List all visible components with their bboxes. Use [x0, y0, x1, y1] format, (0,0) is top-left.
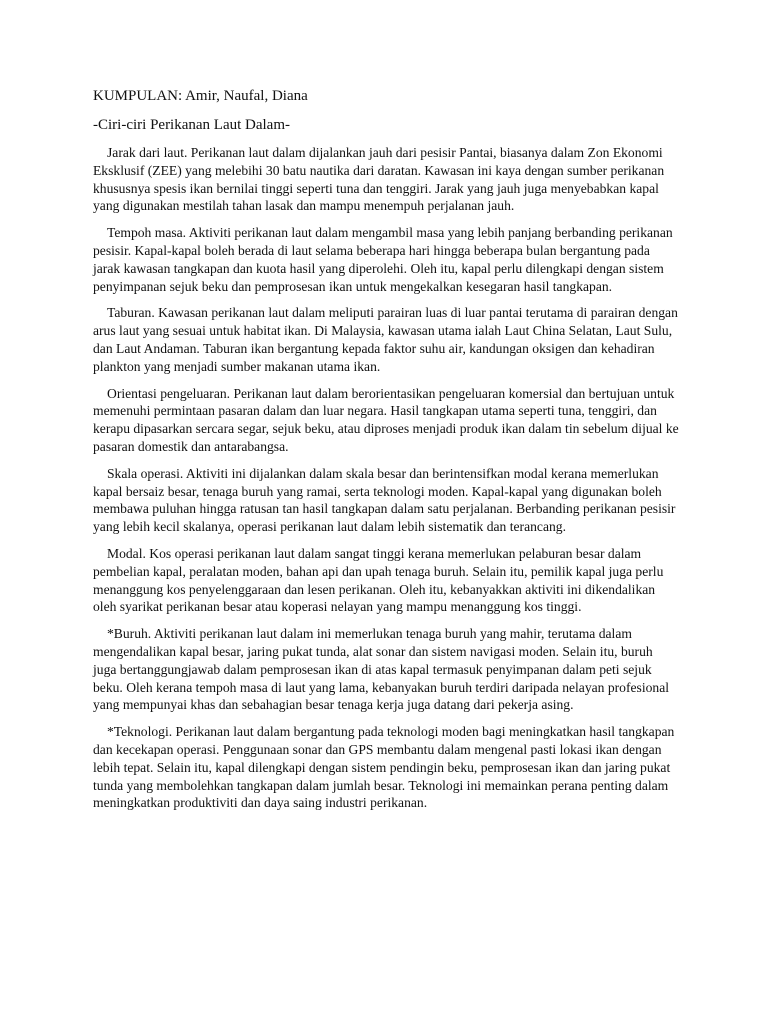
- paragraph-taburan: Taburan. Kawasan perikanan laut dalam meliputi parairan luas di luar pantai terutama di parairan dengan arus laut yang sesuai untuk habitat ikan. Di Malaysia, kawasan utama ialah Laut China Selatan, Laut Sulu, dan Laut Andaman. Taburan ikan bergantung kepada faktor suhu air, kandungan oksigen dan kehadiran plankton yang menjadi sumber makanan utama ikan.: [93, 305, 678, 374]
- paragraph-buruh: *Buruh. Aktiviti perikanan laut dalam ini memerlukan tenaga buruh yang mahir, terutama dalam mengendalikan kapal besar, jaring pukat tunda, alat sonar dan sistem navigasi moden. Selain itu, buruh juga bertanggungjawab dalam pemprosesan ikan di atas kapal termasuk penyimpanan dalam peti sejuk beku. Oleh kerana tempoh masa di laut yang lama, kebanyakan buruh terdiri daripada nelayan profesional yang mempunyai khas dan sebahagian besar tenaga kerja juga datang dari pekerja asing.: [93, 626, 670, 713]
- paragraph-orientasi: Orientasi pengeluaran. Perikanan laut dalam berorientasikan pengeluaran komersial dan bertujuan untuk memenuhi permintaan pasaran dalam dan luar negara. Hasil tangkapan utama seperti tuna, tenggiri, dan kerapu dipasarkan sercara segar, sejuk beku, atau diproses menjadi produk ikan dalam tin sebelum dijual ke pasaran domestik dan antarabangsa.: [93, 385, 679, 454]
- paragraph-jarak: Jarak dari laut. Perikanan laut dalam dijalankan jauh dari pesisir Pantai, biasanya dalam Zon Ekonomi Eksklusif (ZEE) yang melebihi 30 batu nautika dari daratan. Kawasan ini kaya dengan sumber perikanan khususnya spesis ikan bernilai tinggi seperti tuna dan tenggiri. Jarak yang jauh juga menyebabkan kapal yang digunakan mestilah tahan lasak dan mampu menempuh perjalanan jauh.: [93, 145, 665, 214]
- paragraph-tempoh-masa: Tempoh masa. Aktiviti perikanan laut dalam mengambil masa yang lebih panjang berbanding perikanan pesisir. Kapal-kapal boleh berada di laut selama beberapa hari hingga beberapa bulan bergantung pada jarak kawasan tangkapan dan kuota hasil yang diperolehi. Oleh itu, kapal perlu dilengkapi dengan sistem penyimpanan sejuk beku dan pemprosesan ikan untuk mengekalkan kesegaran hasil tangkapan.: [93, 225, 673, 294]
- group-members-line: KUMPULAN: Amir, Naufal, Diana: [93, 88, 308, 104]
- document-page: [93, 87, 679, 821]
- paragraph-teknologi: *Teknologi. Perikanan laut dalam bergantung pada teknologi moden bagi meningkatkan hasil tangkapan dan kecekapan operasi. Penggunaan sonar dan GPS membantu dalam mengenal pasti lokasi ikan dengan lebih tepat. Selain itu, kapal dilengkapi dengan sistem pendingin beku, pemprosesan ikan dan jaring pukat tunda yang membolehkan tangkapan dalam jumlah besar. Teknologi ini memainkan perana penting dalam meningkatkan produktiviti dan daya saing industri perikanan.: [93, 724, 675, 811]
- document-title: -Ciri-ciri Perikanan Laut Dalam-: [93, 117, 291, 133]
- paragraph-modal: Modal. Kos operasi perikanan laut dalam sangat tinggi kerana memerlukan pelaburan besar dalam pembelian kapal, peralatan moden, bahan api dan upah tenaga buruh. Selain itu, pemilik kapal juga perlu menanggung kos penyelenggaraan dan lesen perikanan. Oleh itu, kebanyakkan aktiviti ini dikendalikan oleh syarikat perikanan besar atau koperasi nelayan yang mampu menanggung kos tinggi.: [93, 545, 664, 615]
- paragraph-skala-operasi: Skala operasi. Aktiviti ini dijalankan dalam skala besar dan berintensifkan modal kerana memerlukan kapal bersaiz besar, tenaga buruh yang ramai, serta teknologi moden. Kapal-kapal yang digunakan boleh membawa puluhan hingga ratusan tan hasil tangkapan dalam satu perjalanan. Berbanding perikanan pesisir yang lebih kecil skalanya, operasi perikanan laut dalam lebih sistematik dan terancang.: [93, 465, 676, 535]
